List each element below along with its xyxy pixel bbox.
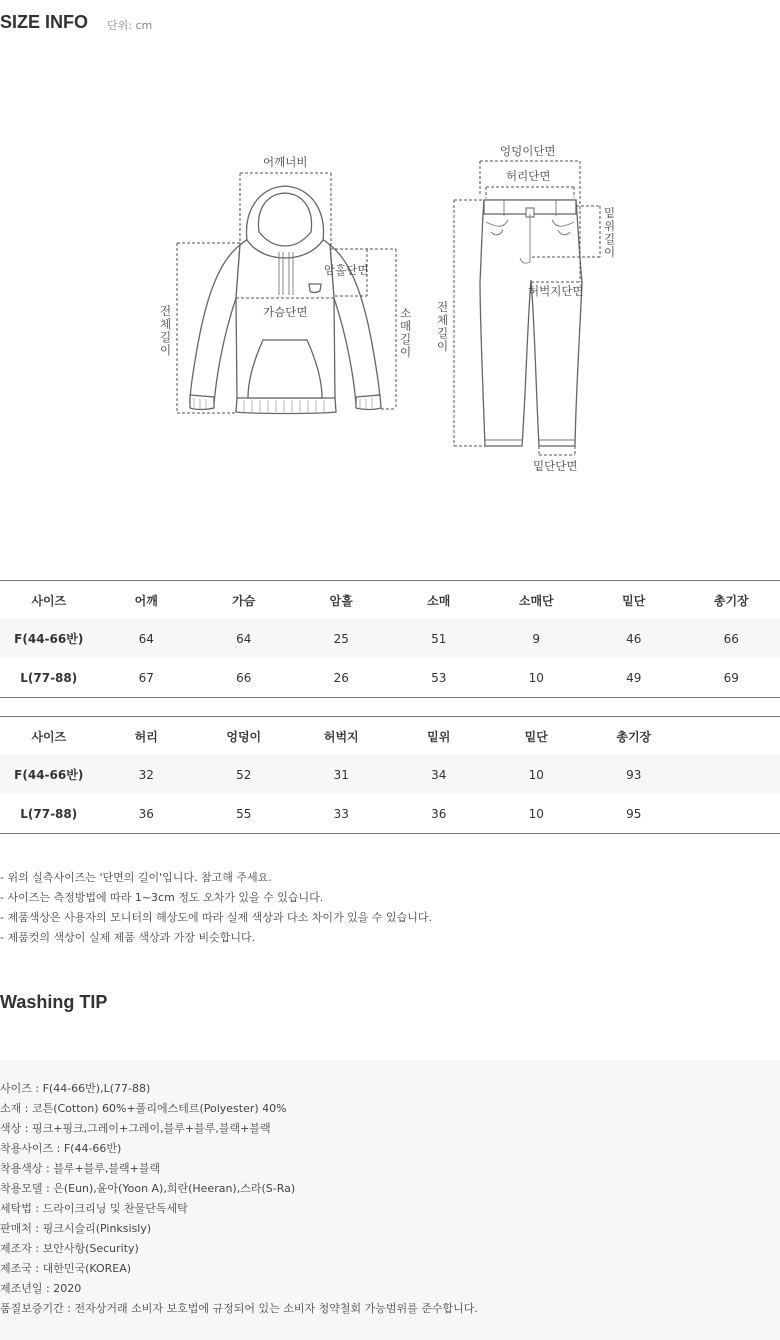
- size-info-title: SIZE INFO: [0, 12, 89, 32]
- info-item: 착용모델 : 은(Eun),윤아(Yoon A),희란(Heeran),스라(S-Ra): [0, 1182, 296, 1195]
- info-item: 착용사이즈 : F(44-66반): [0, 1142, 122, 1155]
- note-item: - 제품컷의 색상이 실제 제품 색상과 가장 비슷합니다.: [0, 931, 256, 944]
- value-cell: 26: [333, 670, 349, 685]
- info-item: 제조국 : 대한민국(KOREA): [0, 1262, 132, 1275]
- svg-text:길: 길: [604, 232, 616, 246]
- value-cell: 31: [333, 767, 349, 782]
- header-cell: 허벅지: [293, 717, 391, 756]
- notes-list: [0, 868, 432, 948]
- table-header-row: [0, 581, 780, 620]
- pants-size-table: [0, 716, 780, 834]
- table-header-row: [0, 717, 780, 756]
- info-item: 제조자 : 보안사항(Security): [0, 1242, 139, 1255]
- size-cell: L(77-88): [20, 806, 78, 821]
- shoulder-label: 어깨너비: [263, 155, 308, 169]
- header-cell: 소매단: [488, 581, 586, 620]
- svg-text:매: 매: [400, 319, 412, 333]
- table-row: [0, 658, 780, 698]
- value-cell: 10: [528, 670, 544, 685]
- value-cell: 66: [723, 631, 739, 646]
- svg-text:전: 전: [437, 300, 449, 314]
- hem-label: 밑단단면: [533, 459, 578, 473]
- value-cell: 10: [528, 767, 544, 782]
- header-cell: 밑위: [390, 717, 488, 756]
- pants-illustration: [480, 200, 582, 446]
- table-row: [0, 619, 780, 658]
- info-item: 세탁법 : 드라이크리닝 및 찬물단독세탁: [0, 1202, 188, 1215]
- value-cell: 51: [431, 631, 447, 646]
- value-cell: 93: [626, 767, 642, 782]
- value-cell: [683, 755, 780, 794]
- table-row: [0, 755, 780, 794]
- armhole-label: 암홀단면: [324, 263, 369, 277]
- top-size-table: [0, 580, 780, 698]
- value-cell: 52: [236, 767, 252, 782]
- value-cell: 25: [333, 631, 349, 646]
- info-item: 색상 : 핑크+핑크,그레이+그레이,블루+블루,블랙+블랙: [0, 1122, 271, 1135]
- rise-label: [604, 206, 615, 259]
- svg-text:길: 길: [160, 330, 172, 344]
- value-cell: 32: [138, 767, 154, 782]
- header-cell: 사이즈: [0, 717, 98, 756]
- value-cell: 33: [333, 806, 349, 821]
- size-cell: F(44-66반): [14, 632, 84, 646]
- info-item: 소재 : 코튼(Cotton) 60%+폴리에스테르(Polyester) 40%: [0, 1102, 287, 1115]
- value-cell: 34: [431, 767, 447, 782]
- svg-text:이: 이: [437, 339, 449, 353]
- pants-total-length-label: [437, 300, 448, 353]
- header-cell: 사이즈: [0, 581, 98, 620]
- header-cell: 엉덩이: [195, 717, 293, 756]
- washing-tip-title: Washing TIP: [0, 992, 108, 1012]
- value-cell: 67: [138, 670, 154, 685]
- value-cell: 46: [626, 631, 642, 646]
- size-cell: L(77-88): [20, 670, 78, 685]
- info-item: 사이즈 : F(44-66반),L(77-88): [0, 1082, 151, 1095]
- value-cell: 9: [532, 631, 541, 646]
- value-cell: 66: [236, 670, 252, 685]
- header-cell: 허리: [98, 717, 196, 756]
- header-cell: 총기장: [585, 717, 683, 756]
- hoodie-illustration: [190, 186, 381, 414]
- header-cell: [683, 717, 780, 756]
- svg-text:체: 체: [437, 313, 449, 327]
- value-cell: 64: [138, 631, 154, 646]
- waist-label: 허리단면: [506, 169, 551, 183]
- info-item: 판매처 : 핑크시슬리(Pinksisly): [0, 1222, 152, 1235]
- svg-text:전: 전: [160, 304, 172, 318]
- note-item: - 제품색상은 사용자의 모니터의 해상도에 따라 실제 색상과 다소 차이가 있을 수 있습니다.: [0, 911, 432, 924]
- header-cell: 소매: [390, 581, 488, 620]
- info-item: 착용색상 : 블루+블루,블랙+블랙: [0, 1162, 161, 1175]
- header-cell: 밑단: [585, 581, 683, 620]
- table-row: [0, 794, 780, 834]
- chest-label: 가슴단면: [263, 305, 308, 319]
- svg-text:이: 이: [160, 343, 172, 357]
- svg-text:소: 소: [400, 306, 412, 320]
- value-cell: 36: [431, 806, 447, 821]
- value-cell: [683, 794, 780, 834]
- value-cell: 10: [528, 806, 544, 821]
- svg-text:길: 길: [400, 332, 412, 346]
- svg-text:이: 이: [400, 345, 412, 359]
- header-cell: 총기장: [683, 581, 780, 620]
- header-cell: 가슴: [195, 581, 293, 620]
- top-total-length-label: [160, 304, 171, 357]
- header-cell: 암홀: [293, 581, 391, 620]
- hip-label: 엉덩이단면: [500, 144, 556, 158]
- svg-text:이: 이: [604, 245, 616, 259]
- note-item: - 사이즈는 측정방법에 따라 1~3cm 정도 오차가 있을 수 있습니다.: [0, 891, 324, 904]
- info-item: 품질보증기간 : 전자상거래 소비자 보호법에 규정되어 있는 소비자 청약철회 가능범위를 준수합니다.: [0, 1302, 478, 1315]
- size-cell: F(44-66반): [14, 768, 84, 782]
- value-cell: 36: [138, 806, 154, 821]
- sleeve-length-label: [400, 306, 411, 359]
- measurement-diagram: [0, 130, 780, 480]
- thigh-label: 허벅지단면: [528, 284, 584, 298]
- note-item: - 위의 실측사이즈는 '단면의 길이'입니다. 참고해 주세요.: [0, 871, 272, 884]
- svg-text:밑: 밑: [604, 206, 616, 220]
- svg-text:체: 체: [160, 317, 172, 331]
- value-cell: 95: [626, 806, 642, 821]
- svg-text:길: 길: [437, 326, 449, 340]
- value-cell: 49: [626, 670, 642, 685]
- info-item: 제조년일 : 2020: [0, 1282, 82, 1295]
- product-info-box: [0, 1060, 780, 1340]
- value-cell: 69: [723, 670, 739, 685]
- header-cell: 어깨: [98, 581, 196, 620]
- value-cell: 53: [431, 670, 447, 685]
- header-cell: 밑단: [488, 717, 586, 756]
- value-cell: 55: [236, 806, 252, 821]
- svg-text:위: 위: [604, 219, 616, 233]
- unit-label: 단위: cm: [107, 19, 153, 32]
- value-cell: 64: [236, 631, 252, 646]
